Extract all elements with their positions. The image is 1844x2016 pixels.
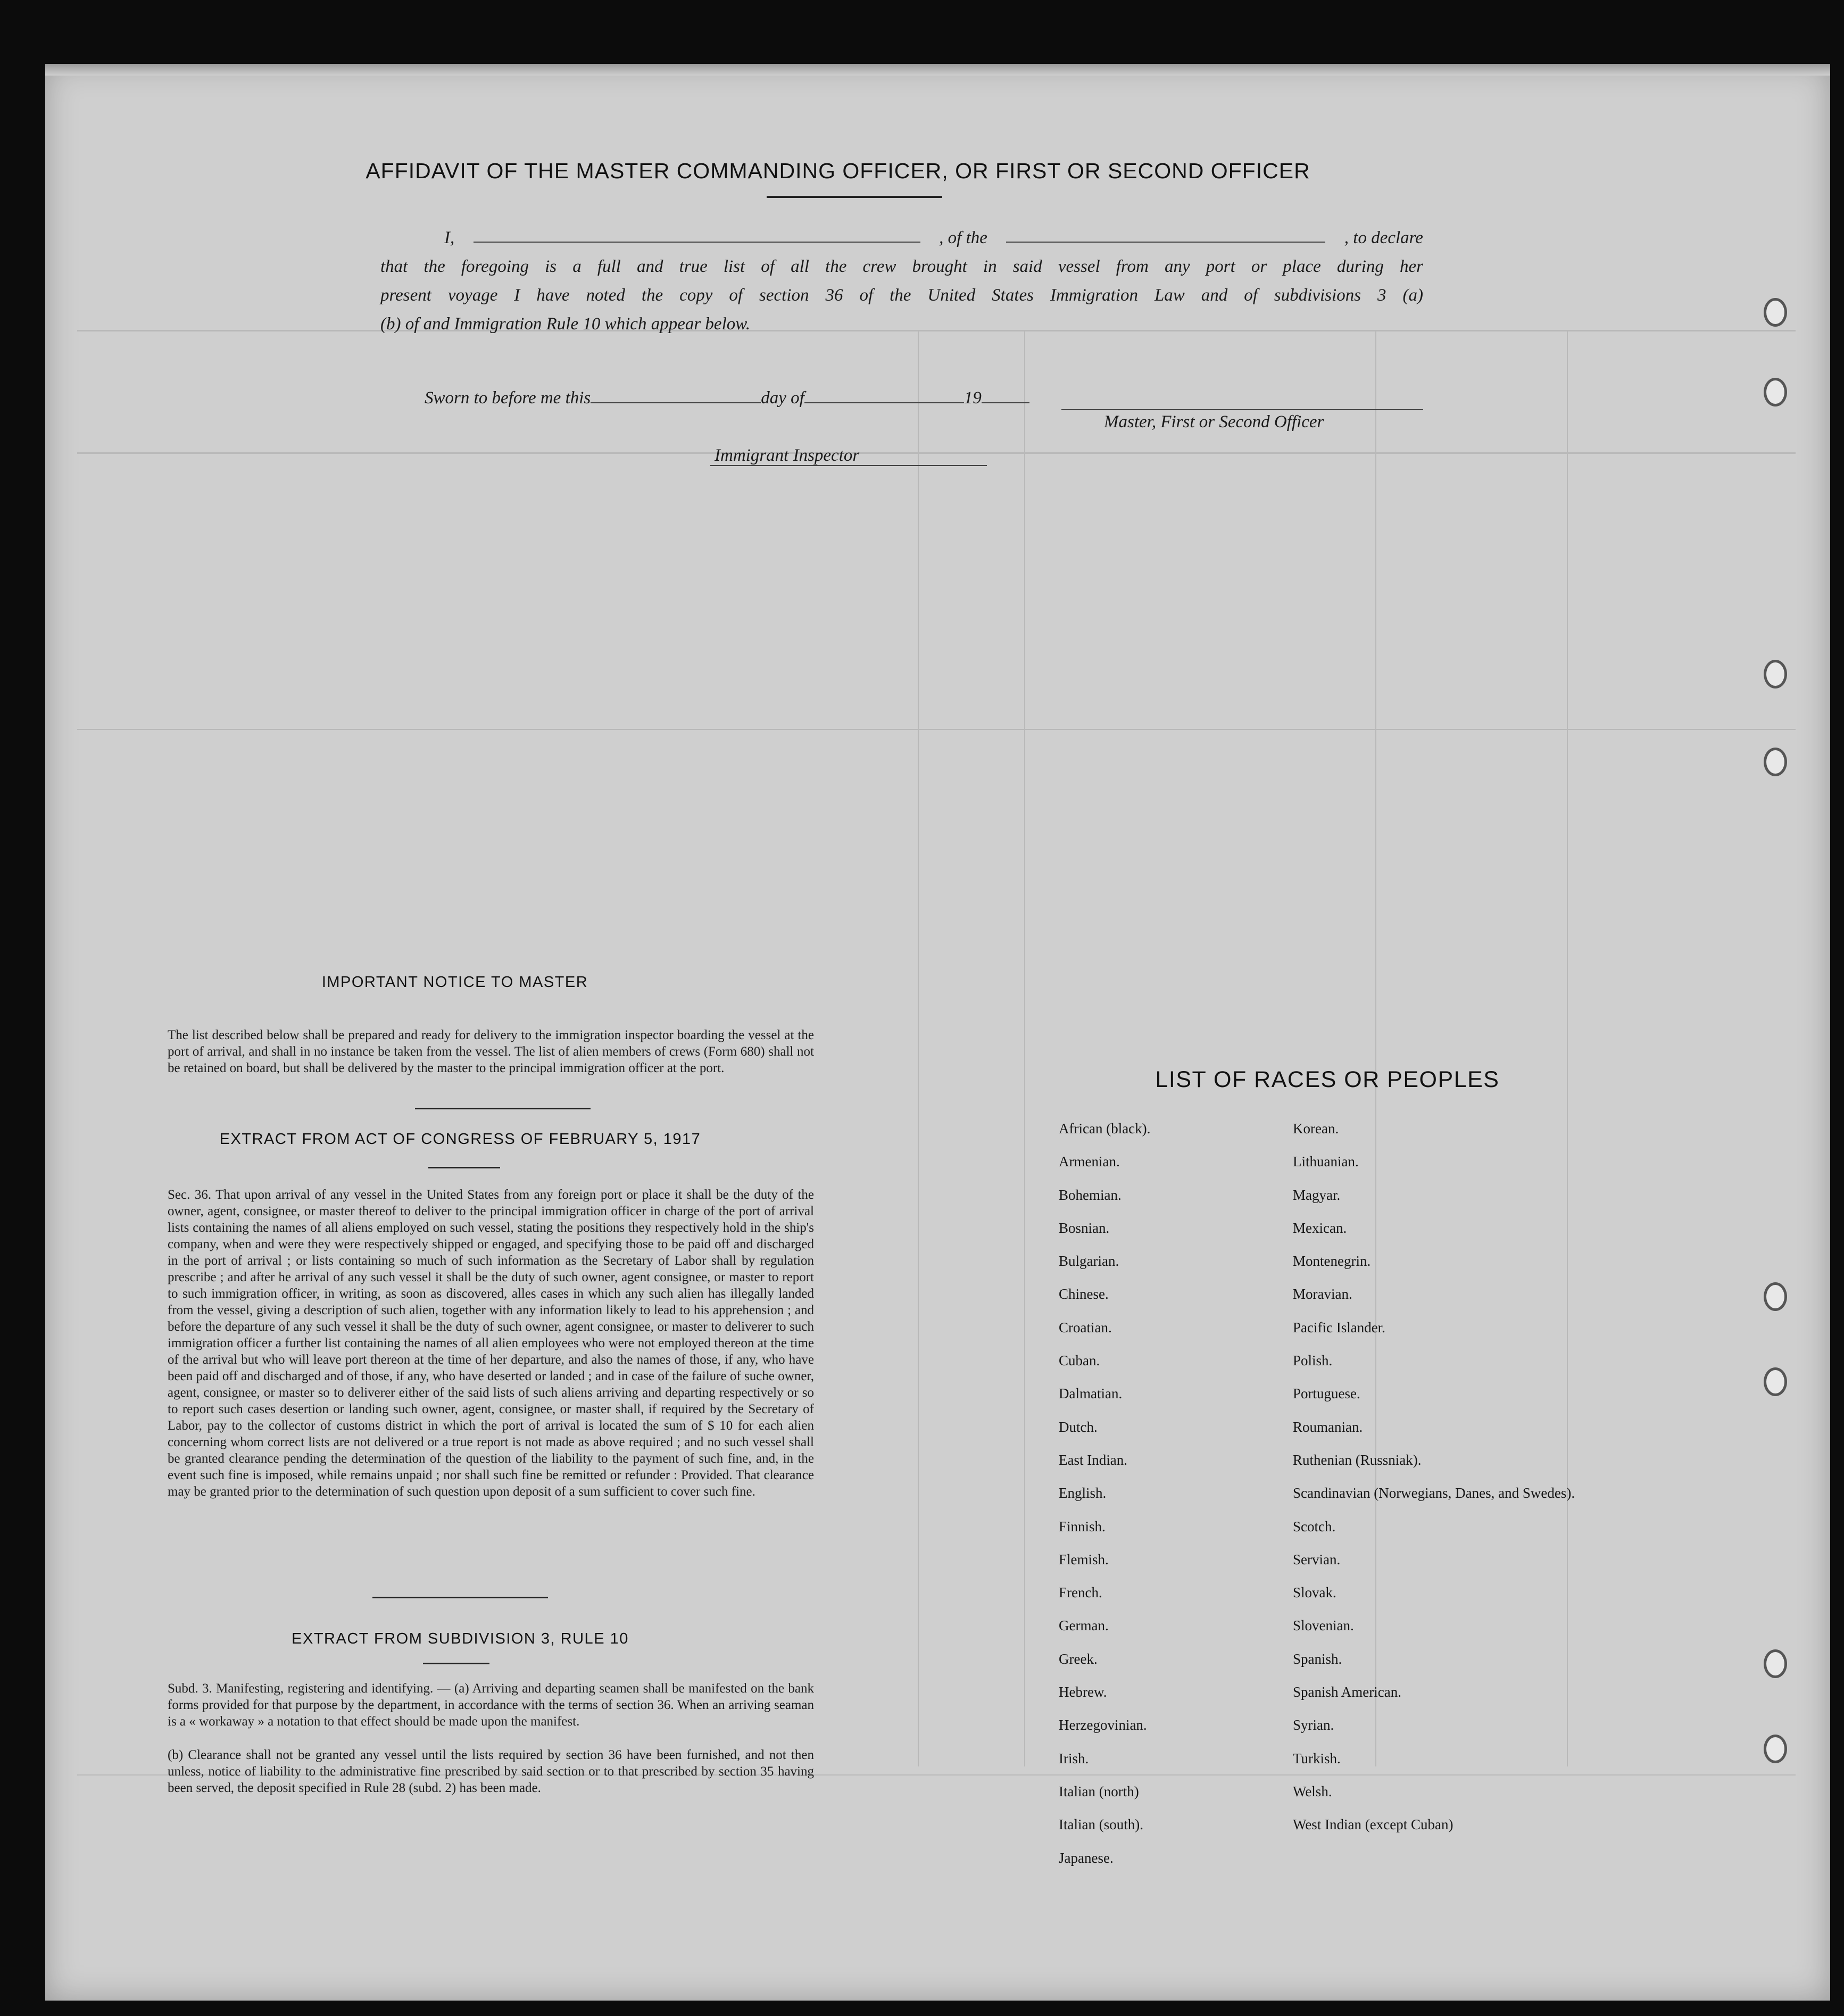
title-underline [767,196,942,198]
race-item: Herzegovinian. [1059,1717,1147,1733]
race-item: West Indian (except Cuban) [1293,1816,1453,1833]
race-item: Japanese. [1059,1849,1114,1866]
race-item: Ruthenian (Russniak). [1293,1451,1422,1468]
binder-hole [1764,1282,1787,1311]
race-item: Italian (north) [1059,1783,1139,1799]
race-item: East Indian. [1059,1451,1127,1468]
race-item: Irish. [1059,1750,1089,1766]
inspector-label: Immigrant Inspector [715,446,860,465]
binder-hole [1764,1649,1787,1678]
affidavit-line-4: (b) of and Immigration Rule 10 which appear below. [380,314,751,334]
binder-hole [1764,298,1787,327]
rule-heading: EXTRACT FROM SUBDIVISION 3, RULE 10 [292,1630,629,1647]
affidavit-line-3: present voyage I have noted the copy of section 36 of the United States Immigration Law and of subdivisions 3 (a) [380,286,1423,305]
race-item: Bulgarian. [1059,1253,1119,1270]
race-item: Dalmatian. [1059,1386,1123,1402]
bleed-through-line [918,330,919,1766]
affidavit-line-1 [380,223,1423,252]
affidavit-title: AFFIDAVIT OF THE MASTER COMMANDING OFFICER, OR FIRST OR SECOND OFFICER [366,159,1310,183]
sworn-month-blank [804,384,964,403]
notice-divider [415,1108,591,1109]
affidavit-line-2: that the foregoing is a full and true list of all the crew brought in said vessel from any port or place during her [380,257,1423,276]
race-item: Cuban. [1059,1353,1100,1369]
race-item: Italian (south). [1059,1816,1143,1833]
sworn-day-label: day of [761,388,804,408]
rule-heading-underline [423,1663,489,1664]
race-item: Scotch. [1293,1518,1336,1534]
rule-text-b: (b) Clearance shall not be granted any vessel until the lists required by section 36 have been furnished, and not then unless, notice of liability to the administrative fine prescribed by said section or to that prescribed by section 35 having been served, the deposit specified in Rule 28 (subd. 2) has been made. [168,1748,814,1795]
races-heading: LIST OF RACES OR PEOPLES [1155,1067,1500,1092]
race-item: Armenian. [1059,1154,1120,1170]
page-edge-shadow [45,64,1830,76]
race-item: Flemish. [1059,1551,1109,1567]
race-item: Portuguese. [1293,1386,1360,1402]
race-item: Greek. [1059,1650,1098,1667]
affidavit-line-1-end: , to declare [1344,228,1423,247]
binder-hole [1764,748,1787,776]
binder-hole [1764,1735,1787,1763]
notice-text: The list described below shall be prepared and ready for delivery to the immigration inspector boarding the vessel at the port of arrival, and shall in no instance be taken from the vessel. The list of alien members of crews (Form 680) shall not be retained on board, but shall be delivered by the master to the principal immigration officer at the port. [168,1028,814,1075]
race-item: Roumanian. [1293,1418,1363,1435]
affidavit-line-1-start: I, [444,228,455,247]
act-divider [372,1597,548,1598]
race-item: Hebrew. [1059,1684,1107,1700]
race-item: African (black). [1059,1121,1151,1136]
race-item: Servian. [1293,1551,1341,1567]
act-text: Sec. 36. That upon arrival of any vessel in the United States from any foreign port or place it shall be the duty of the owner, agent, consignee, or master thereof to deliver to the principal immigration officer in charge of the port of arrival lists containing the names of all aliens employed on such vessel, stating the positions they respectively hold in the ship's company, when and were they were respectively shipped or engaged, and specifying those to be paid off and discharged in the port of arrival ; or lists containing so much of such information as the Secretary of Labor shall by regulation prescribe ; and after he arrival of any such vessel it shall be the duty of such owner, agent consignee, or master to report to such immigration officer, in writing, as soon as discovered, alles cases in which any such alien has illegally landed from the vessel, giving a description of such alien, together with any information likely to lead to his apprehension ; and before the departure of any such vessel it shall be the duty of such owner, agent consignee, or master to deliverer to such immigration officer a further list containing the names of all alien employees who were not employed thereon at the time of the arrival but who will leave port thereon at the time of her departure, and also the names of those, if any, who have been paid off and discharged and of those, if any, who have deserted or landed ; and in case of the failure of suche owner, agent, consignee, or master so to deliverer either of the said lists of such aliens arriving and departing respectively or so to report such cases desertion or landing such owner, agent, consignee, or master shall, if required by the Secretary of Labor, pay to the collector of customs district in which the port of arrival is located the sum of $ 10 for each alien concerning whom correct lists are not delivered or a true report is not made as above required ; and no such vessel shall be granted clearance pending the determination of the question of the liability to the payment of such fine, and, in the event such fine is imposed, while remains unpaid ; nor shall such fine be remitted or refunder : Provided. That clearance may be granted prior to the determination of such question upon deposit of a sum sufficient to cover such fine. [168,1188,814,1499]
officer-name-blank [474,223,920,243]
race-item: Mexican. [1293,1219,1347,1236]
race-item: Pacific Islander. [1293,1319,1385,1335]
race-item: Turkish. [1293,1750,1341,1766]
race-item: English. [1059,1485,1107,1501]
race-item: Magyar. [1293,1187,1341,1203]
race-item: French. [1059,1584,1102,1601]
sworn-year-label: 19 [963,388,982,408]
binder-hole [1764,1367,1787,1396]
sworn-line [425,384,1029,408]
race-item: Moravian. [1293,1286,1352,1302]
binder-hole [1764,378,1787,406]
binder-hole [1764,660,1787,688]
race-item: German. [1059,1617,1109,1634]
race-item: Dutch. [1059,1418,1098,1435]
race-item: Syrian. [1293,1717,1334,1733]
sworn-day-blank [591,384,761,403]
race-item: Croatian. [1059,1319,1112,1335]
race-item: Slovenian. [1293,1617,1354,1634]
race-item: Welsh. [1293,1783,1332,1799]
race-item: Slovak. [1293,1584,1336,1601]
race-item: Finnish. [1059,1518,1106,1534]
act-heading-underline [428,1167,500,1168]
race-item: Bosnian. [1059,1219,1110,1236]
race-item: Montenegrin. [1293,1253,1371,1270]
notice-heading: IMPORTANT NOTICE TO MASTER [321,974,588,991]
master-signature-label: Master, First or Second Officer [1104,412,1324,432]
bleed-through-line [77,729,1796,730]
vessel-name-blank [1006,223,1325,243]
affidavit-line-1-mid: , of the [939,228,987,247]
race-item: Korean. [1293,1121,1339,1136]
rule-text-a: Subd. 3. Manifesting, registering and identifying. — (a) Arriving and departing seamen shall be manifested on the bank forms provided for that purpose by the department, in accordance with the terms of section 36. When an arriving seaman is a « workaway » a notation to that effect should be made upon the manifest. [168,1681,814,1729]
race-item: Lithuanian. [1293,1154,1359,1170]
race-item: Polish. [1293,1353,1333,1369]
race-item: Bohemian. [1059,1187,1122,1203]
races-column-2 [1293,1121,1591,1850]
race-item: Chinese. [1059,1286,1109,1302]
race-item: Spanish. [1293,1650,1342,1667]
affidavit-body [380,223,1423,338]
document-page [45,64,1830,2001]
master-signature-blank [1061,391,1423,410]
act-heading: EXTRACT FROM ACT OF CONGRESS OF FEBRUARY 5, 1917 [219,1131,701,1148]
race-item: Spanish American. [1293,1684,1401,1700]
race-item: Scandinavian (Norwegians, Danes, and Swedes). [1293,1485,1575,1501]
bleed-through-line [1024,330,1025,1766]
sworn-prefix: Sworn to before me this [425,388,591,408]
sworn-year-blank [982,384,1029,403]
